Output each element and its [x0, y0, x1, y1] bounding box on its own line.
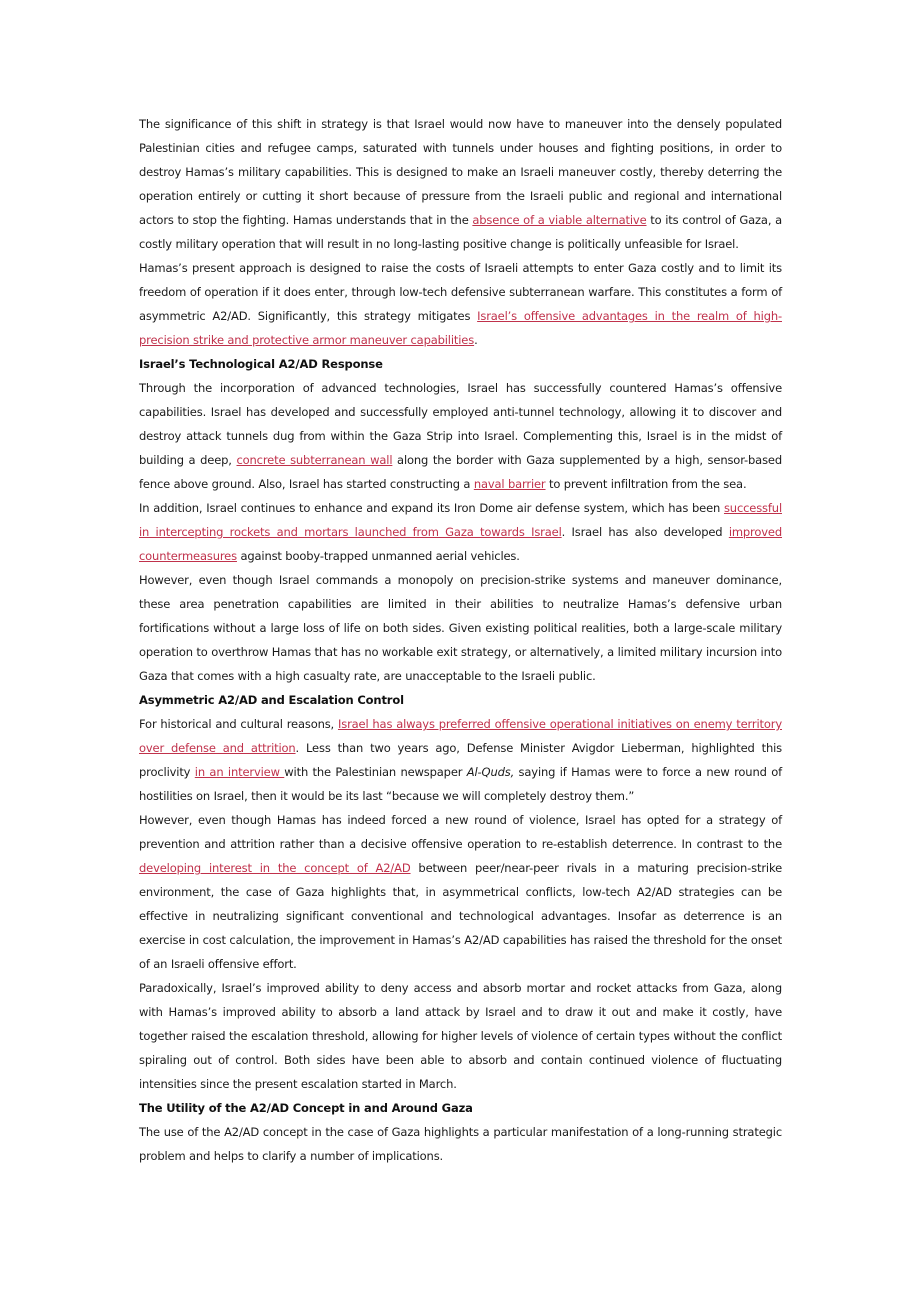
paragraph-historical-reasons [139, 712, 782, 808]
paragraph-hamas-approach [139, 256, 782, 352]
paragraph-text: Through the incorporation of advanced technologies, Israel has successfully countered Hamas’s offensive capabilities. Israel has developed and successfully employed anti-tunnel technology, allowing it to discover and destroy attack tunnels dug from within the Gaza Strip into Israel. Complementing this, Israel is in the midst of building a deep, [139, 381, 782, 467]
link-absence-of-viable-alternative[interactable]: absence of a viable alternative [472, 213, 647, 227]
paragraph-text: The significance of this shift in strategy is that Israel would now have to maneuver into the densely populated Palestinian cities and refugee camps, saturated with tunnels under houses and fighting positions, in order to destroy Hamas’s military capabilities. This is designed to make an Israeli maneuver costly, thereby deterring the operation entirely or cutting it short because of pressure from the Israeli public and regional and international actors to stop the fighting. Hamas understands that in the [139, 117, 782, 227]
document-body [139, 112, 782, 1168]
paragraph-text: . [474, 333, 478, 347]
paragraph-text: saying if Hamas were to force a new round of hostilities on Israel, then it would be its last “because we will completely destroy them.” [139, 765, 782, 803]
paragraph-text: to prevent infiltration from the sea. [545, 477, 747, 491]
paragraph-text: against booby-trapped unmanned aerial vehicles. [236, 549, 520, 563]
paragraph-text: . Israel has also developed [561, 525, 729, 539]
paragraph-text: For historical and cultural reasons, [139, 717, 338, 731]
paragraph-text: Hamas’s present approach is designed to raise the costs of Israeli attempts to enter Gaza costly and to limit its freedom of operation if it does enter, through low-tech defensive subterranean warfare. This constitutes a form of asymmetric A2/AD. Significantly, this strategy mitigates [139, 261, 782, 323]
section-heading-utility-a2ad: The Utility of the A2/AD Concept in and Around Gaza [139, 1101, 473, 1115]
paragraph-text: along the border with Gaza supplemented by a high, sensor-based fence above ground. Also, Israel has started constructing a [139, 453, 782, 491]
paragraph-text: In addition, Israel continues to enhance and expand its Iron Dome air defense system, which has been [139, 501, 724, 515]
paragraph-text: between peer/near-peer rivals in a maturing precision-strike environment, the case of Gaza highlights that, in asymmetrical conflicts, low-tech A2/AD strategies can be effective in neutralizing significant conventional and technological advantages. Insofar as deterrence is an exercise in cost calculation, the improvement in Hamas’s A2/AD capabilities has raised the threshold for the onset of an Israeli offensive effort. [139, 861, 783, 971]
section-heading-technological-response: Israel’s Technological A2/AD Response [139, 357, 383, 371]
paragraph-text: . Less than two years ago, Defense Minister Avigdor Lieberman, highlighted this proclivity [139, 741, 782, 779]
link-improved-countermeasures[interactable]: improved countermeasures [139, 525, 783, 563]
link-concrete-subterranean-wall[interactable]: concrete subterranean wall [236, 453, 393, 467]
link-offensive-operational-initiatives[interactable]: Israel has always preferred offensive operational initiatives on enemy territory over defense and attrition [139, 717, 782, 755]
paragraph-a2ad-concept-use: The use of the A2/AD concept in the case of Gaza highlights a particular manifestation of a long-running strategic problem and helps to clarify a number of implications. [139, 1125, 782, 1163]
paragraph-advanced-technologies [139, 376, 782, 496]
paragraph-text: with the Palestinian newspaper [284, 765, 467, 779]
link-in-an-interview[interactable]: in an interview [194, 765, 285, 779]
section-heading-escalation-control: Asymmetric A2/AD and Escalation Control [139, 693, 404, 707]
link-israel-offensive-advantages[interactable]: Israel’s offensive advantages in the realm of high-precision strike and protective armor maneuver capabilities [139, 309, 782, 347]
paragraph-text: However, even though Hamas has indeed forced a new round of violence, Israel has opted for a strategy of prevention and attrition rather than a decisive offensive operation to re-establish deterrence. In contrast to the [139, 813, 782, 851]
newspaper-name: Al-Quds, [466, 765, 515, 779]
paragraph-paradoxically: Paradoxically, Israel’s improved ability to deny access and absorb mortar and rocket attacks from Gaza, along with Hamas’s improved ability to absorb a land attack by Israel and to draw it out and make it costly, have together raised the escalation threshold, allowing for higher levels of violence of certain types without the conflict spiraling out of control. Both sides have been able to absorb and contain continued violence of fluctuating intensities since the present escalation started in March. [139, 981, 782, 1091]
link-developing-interest-a2ad[interactable]: developing interest in the concept of A2/AD [139, 861, 411, 875]
paragraph-prevention-attrition [139, 808, 782, 976]
link-intercepting-rockets[interactable]: successful in intercepting rockets and mortars launched from Gaza towards Israel [139, 501, 782, 539]
paragraph-iron-dome [139, 496, 782, 568]
paragraph-strategy-shift [139, 112, 782, 256]
paragraph-precision-strike-limits: However, even though Israel commands a monopoly on precision-strike systems and maneuver dominance, these area penetration capabilities are limited in their abilities to neutralize Hamas’s defensive urban fortifications without a large loss of life on both sides. Given existing political realities, both a large-scale military operation to overthrow Hamas that has no workable exit strategy, or alternatively, a limited military incursion into Gaza that comes with a high casualty rate, are unacceptable to the Israeli public. [139, 573, 782, 683]
paragraph-text: to its control of Gaza, a costly military operation that will result in no long-lasting positive change is politically unfeasible for Israel. [139, 213, 782, 251]
link-naval-barrier[interactable]: naval barrier [473, 477, 546, 491]
